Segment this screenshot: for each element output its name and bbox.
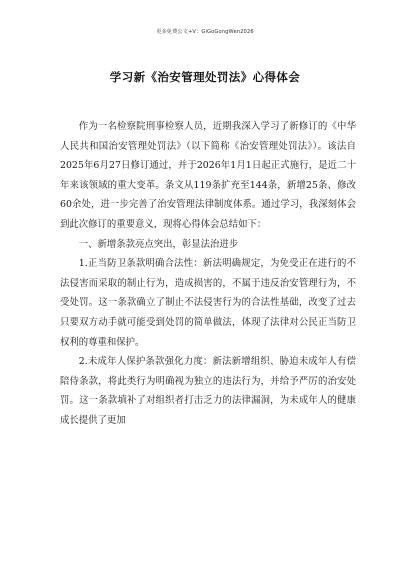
intro-paragraph: 作为一名检察院刑事检察人员，近期我深入学习了新修订的《中华人民共和国治安管理处罚法》（以下简称《治安管理处罚法》）。该法自2025年6月27日修订通过，并于2026年1月1日起正式施行，是近二十年来该领域的重大变革。条文从119条扩充至144条，新增25条、修改60余处，进一步完善了治安管理法律制度体系。通过学习，我深刻体会到此次修订的重要意义，现将心得体会总结如下： (60, 121, 356, 230)
header-note: 更多免费公文+V：GiGoGongWen2026 (156, 29, 254, 35)
document-body (60, 117, 356, 431)
section-heading: 一、新增条款亮点突出，彰显法治进步 (78, 238, 239, 250)
list-item: 2.未成年人保护条款强化力度：新法新增组织、胁迫未成年人有偿陪侍条款，将此类行为明确视为独立的违法行为，并给予严厉的治安处罚。这一条款填补了对组织者打击乏力的法律漏洞，为未成年人的健康成长提供了更加 (60, 356, 356, 426)
document-title: 学习新《治安管理处罚法》心得体会 (109, 70, 301, 84)
list-item: 1.正当防卫条款明确合法性：新法明确规定，为免受正在进行的不法侵害而采取的制止行为，造成损害的，不属于违反治安管理行为，不受处罚。这一条款确立了制止不法侵害行为的合法性基础，改变了过去只要双方动手就可能受到处罚的简单做法，体现了法律对公民正当防卫权利的尊重和保护。 (60, 258, 356, 348)
